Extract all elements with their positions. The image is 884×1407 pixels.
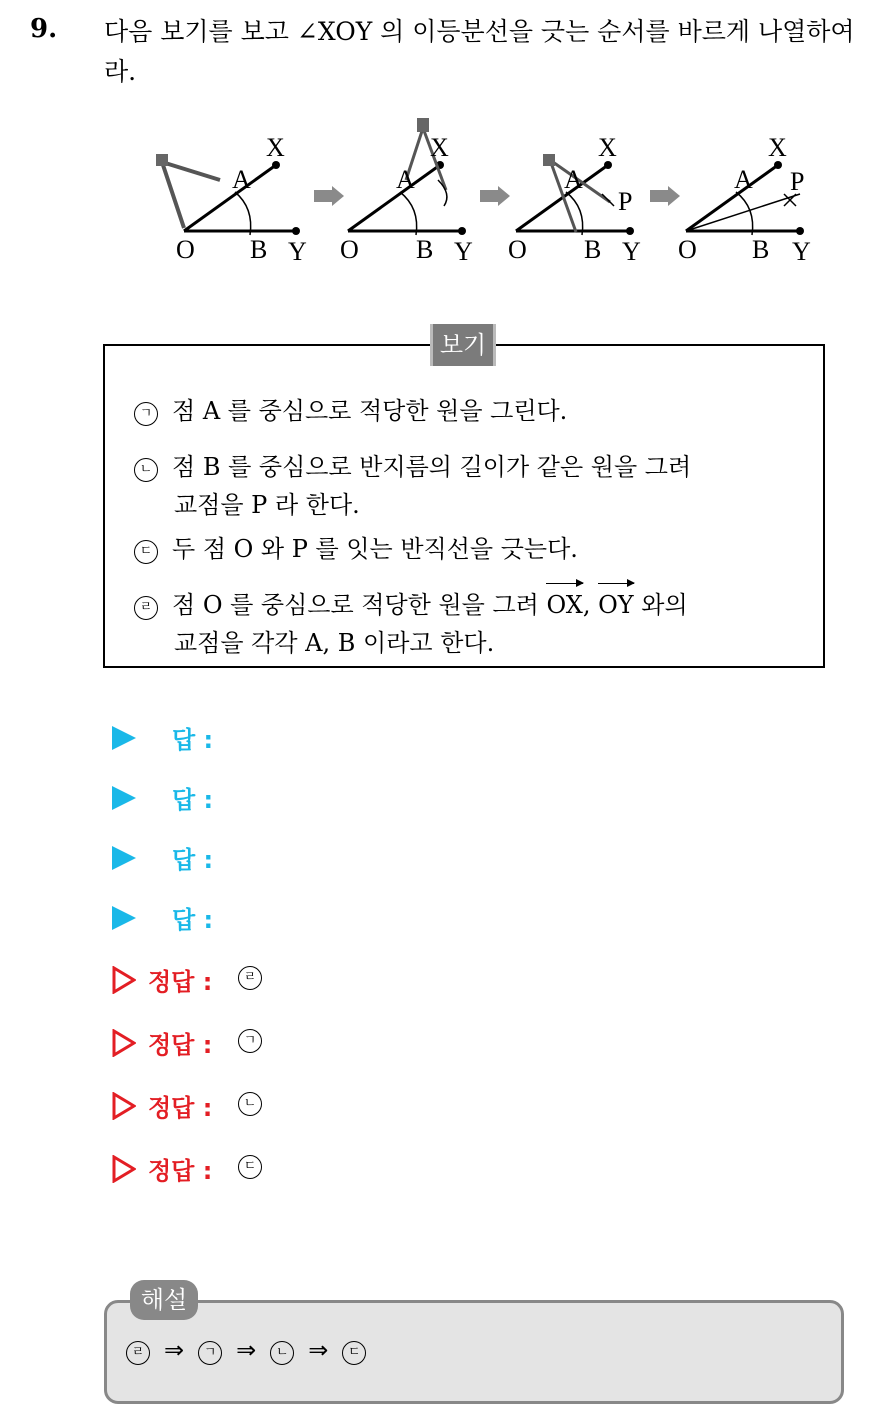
correct-answer-label: 정답 : xyxy=(148,1094,213,1122)
figure-label: O xyxy=(678,235,697,264)
correct-answer-value: ㄷ xyxy=(238,1155,262,1179)
figure-label: Y xyxy=(288,237,307,266)
figure-label: B xyxy=(416,235,434,264)
vector-oy: OY xyxy=(598,586,634,624)
figure-label: X xyxy=(768,133,787,162)
triangle-outline-icon xyxy=(112,966,136,994)
figure-panel-4 xyxy=(678,133,811,266)
question-number: 9. xyxy=(30,14,58,44)
triangle-icon xyxy=(112,906,136,930)
example-item-2 xyxy=(134,448,691,524)
question-text: 다음 보기를 보고 ∠XOY 의 이등분선을 긋는 순서를 바르게 나열하여라. xyxy=(104,17,855,86)
figure-label: Y xyxy=(454,237,473,266)
triangle-icon xyxy=(112,726,136,750)
solution-step: ㄴ xyxy=(270,1341,294,1365)
triangle-icon xyxy=(112,786,136,810)
figure-label: P xyxy=(618,187,633,216)
figure-label: Y xyxy=(792,237,811,266)
triangle-icon xyxy=(112,846,136,870)
figure-label: O xyxy=(340,235,359,264)
answer-label: 답 : xyxy=(172,846,214,874)
triangle-outline-icon xyxy=(112,1155,136,1183)
correct-answer-label: 정답 : xyxy=(148,1157,213,1185)
item-marker: ㄷ xyxy=(134,540,158,564)
implies-arrow: ⇒ xyxy=(164,1336,185,1364)
solution-label: 해설 xyxy=(130,1280,198,1320)
item-text: 두 점 O 와 P 를 잇는 반직선을 긋는다. xyxy=(172,535,578,563)
correct-answer-value: ㄱ xyxy=(238,1029,262,1053)
figure-label: B xyxy=(250,235,268,264)
figure-label: X xyxy=(430,133,449,162)
solution-step: ㄷ xyxy=(342,1341,366,1365)
item-text: 점 O 를 중심으로 적당한 원을 그려 xyxy=(172,591,547,619)
solution-sequence xyxy=(126,1336,366,1365)
example-box-label: 보기 xyxy=(430,324,496,366)
triangle-outline-icon xyxy=(112,1029,136,1057)
construction-figure xyxy=(140,110,830,280)
figure-label: A xyxy=(734,165,753,194)
item-text: 와의 xyxy=(633,591,688,619)
figure-panel-3 xyxy=(508,133,641,266)
implies-arrow: ⇒ xyxy=(236,1336,257,1364)
answer-label: 답 : xyxy=(172,786,214,814)
solution-step: ㄱ xyxy=(198,1341,222,1365)
solution-step: ㄹ xyxy=(126,1341,150,1365)
example-item-1 xyxy=(134,392,567,430)
item-text: 점 A 를 중심으로 적당한 원을 그린다. xyxy=(172,397,568,425)
correct-answer-value: ㄴ xyxy=(238,1092,262,1116)
figure-panel-1 xyxy=(156,133,307,266)
example-item-3 xyxy=(134,530,578,568)
implies-arrow: ⇒ xyxy=(308,1336,329,1364)
answer-label: 답 : xyxy=(172,726,214,754)
item-text: 점 B 를 중심으로 반지름의 길이가 같은 원을 그려 xyxy=(172,453,692,481)
figure-label: O xyxy=(176,235,195,264)
item-marker: ㄴ xyxy=(134,458,158,482)
item-marker: ㄹ xyxy=(134,596,158,620)
figure-panel-2 xyxy=(340,118,473,266)
figure-label: X xyxy=(598,133,617,162)
correct-answer-label: 정답 : xyxy=(148,968,213,996)
example-item-4 xyxy=(134,586,688,662)
figure-label: P xyxy=(790,167,805,196)
correct-answer-value: ㄹ xyxy=(238,966,262,990)
item-sep: , xyxy=(582,591,599,619)
figure-label: B xyxy=(752,235,770,264)
figure-label: Y xyxy=(622,237,641,266)
item-text-cont: 교점을 각각 A, B 이라고 한다. xyxy=(174,629,495,657)
figure-label: O xyxy=(508,235,527,264)
item-text-cont: 교점을 P 라 한다. xyxy=(174,491,360,519)
figure-label: A xyxy=(232,165,251,194)
figure-label: X xyxy=(266,133,285,162)
figure-label: A xyxy=(564,165,583,194)
triangle-outline-icon xyxy=(112,1092,136,1120)
vector-ox: OX xyxy=(546,586,582,624)
figure-label: A xyxy=(396,165,415,194)
item-marker: ㄱ xyxy=(134,402,158,426)
correct-answer-label: 정답 : xyxy=(148,1031,213,1059)
figure-label: B xyxy=(584,235,602,264)
answer-label: 답 : xyxy=(172,906,214,934)
